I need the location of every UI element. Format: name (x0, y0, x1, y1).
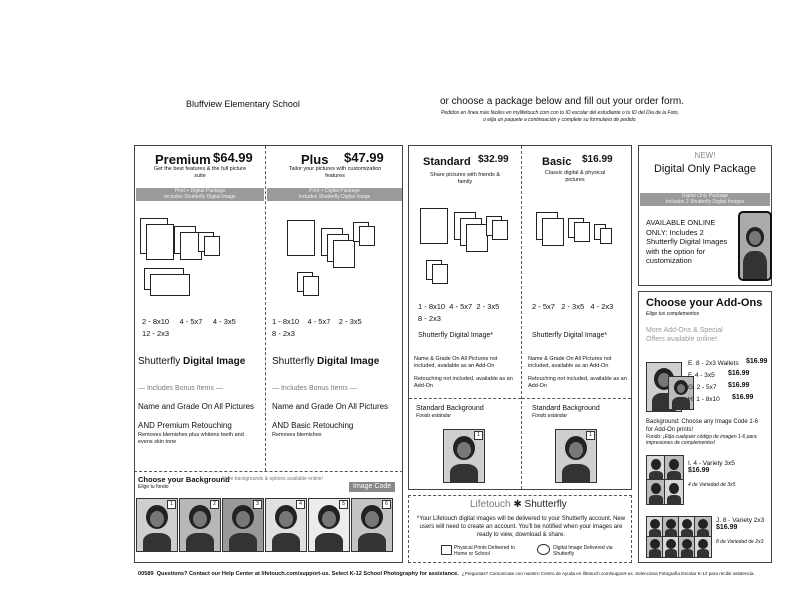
standard-bg-title-es: Fondo estándar (416, 413, 452, 419)
basic-bg-title-es: Fondo estándar (532, 413, 568, 419)
home-icon (441, 545, 452, 555)
new-badge: NEW! (694, 151, 716, 160)
digital-only-title: Digital Only Package (653, 163, 757, 175)
addon-list (688, 360, 768, 408)
premium-name: Premium (155, 152, 211, 167)
plus-price: $47.99 (344, 150, 384, 165)
plus-desc: Tailor your pictures with customization features (288, 166, 382, 179)
variety-2x3-label[interactable]: J. 8 - Variety 2x3 $16.99 (716, 517, 765, 531)
basic-note2: Retouching not included, available as an Add-On (528, 376, 627, 389)
variety-3x5-es: 4 de Variedad de 3x5 (688, 482, 736, 488)
premium-desc: Get the best features & the full picture suite (153, 166, 247, 179)
background-option-3[interactable]: 3 (222, 498, 264, 552)
lifetouch-text: *Your Lifetouch digital images will be delivered to your Shutterfly account. New users will need to create an account. You'll be notified when your images are ready to view, download & share. (416, 516, 626, 538)
background-more: More backgrounds & options available online! (222, 476, 323, 482)
plus-item1: Name and Grade On All Pictures (272, 402, 389, 411)
standard-digital: Shutterfly Digital Image* (418, 332, 494, 339)
headline-subtext: Pedidos en línea más fáciles en mylifetouch.com con tu ID escolar del estudiante o tu ID del Día de la Foto, o elija un paquete a continuación y complete su formulario de pedido. (441, 110, 679, 123)
standard-name: Standard (423, 156, 471, 168)
addon-item-f[interactable]: F. 4 - 3x5 $16.99 (688, 370, 750, 379)
cloud-icon (537, 544, 550, 555)
plus-bonus-label: — Includes Bonus Items — (272, 385, 357, 392)
background-option-4[interactable]: 4 (265, 498, 307, 552)
background-option-2[interactable]: 2 (179, 498, 221, 552)
addons-title: Choose your Add-Ons (646, 297, 763, 309)
standard-bg-title: Standard Background (416, 405, 484, 412)
addons-more: More Add-Ons & Special Offers available online! (646, 327, 723, 343)
premium-item1: Name and Grade On All Pictures (138, 402, 255, 411)
school-name: Bluffview Elementary School (186, 99, 300, 109)
addon-item-e[interactable]: E. 8 - 2x3 Wallets $16.99 (688, 358, 768, 367)
standard-bg-photo: 1 (443, 429, 485, 483)
headline: or choose a package below and fill out your order form. (440, 96, 685, 107)
premium-item2: AND Premium Retouching (138, 421, 232, 430)
addons-bg-note-es: Fondo: ¡Elija cualquier código de imagen 1-6 para impresiones de complementos! (646, 434, 757, 446)
basic-price: $16.99 (582, 154, 613, 165)
basic-name: Basic (542, 156, 572, 168)
basic-bg-photo: 1 (555, 429, 597, 483)
lifetouch-brand: Lifetouch ✱ Shutterfly (470, 499, 567, 510)
lifetouch-icon1-label: Physical Prints Delivered to Home or School (454, 545, 515, 557)
background-option-5[interactable]: 5 (308, 498, 350, 552)
variety-3x5-label[interactable]: I. 4 - Variety 3x5 $16.99 (688, 460, 735, 474)
premium-price: $64.99 (213, 150, 253, 165)
basic-digital: Shutterfly Digital Image* (532, 332, 608, 339)
plus-band: Print + Digital Package Includes Shutterfly Digital Image (267, 188, 402, 201)
digital-only-band: Digital Only Package Includes 2 Shutterfly Digital Images (640, 193, 770, 206)
background-option-1[interactable]: 1 (136, 498, 178, 552)
addons-subtitle: Elige tus complementos (646, 311, 700, 317)
addons-bg-note: Background: Choose any Image Code 1-6 for Add-On prints! (646, 419, 759, 433)
standard-note2: Retouching not included, available as an Add-On (414, 376, 513, 389)
addon-item-g[interactable]: G. 2 - 5x7 $16.99 (688, 382, 750, 391)
standard-note1: Name & Grade On All Pictures not included, available as an Add-On (414, 356, 498, 369)
digital-only-text: AVAILABLE ONLINE ONLY: Includes 2 Shutterfly Digital Images with the option for customization (646, 218, 728, 265)
premium-shutterfly-digital: Shutterfly Digital Image (138, 356, 246, 367)
plus-name: Plus (301, 152, 329, 167)
standard-desc: Share pictures with friends & family (429, 172, 500, 185)
plus-item2-note: Removes blemishes (272, 432, 322, 438)
background-option-6[interactable]: 6 (351, 498, 393, 552)
background-title: Choose your Background (138, 475, 230, 484)
plus-item2: AND Basic Retouching (272, 421, 354, 430)
variety-2x3-es: 8 de Variedad de 2x3 (716, 539, 764, 545)
basic-note1: Name & Grade On All Pictures not included, available as an Add-On (528, 356, 612, 369)
premium-sizes: 2 - 8x10 4 - 5x7 4 - 3x5 12 - 2x3 (142, 317, 236, 338)
phone-illustration (738, 211, 772, 281)
standard-price: $32.99 (478, 154, 509, 165)
basic-bg-title: Standard Background (532, 405, 600, 412)
premium-item2-note: Removes blemishes plus whitens teeth and evens skin tone (138, 432, 244, 445)
premium-band: Print + Digital Package Includes Shutterfly Digital Image (136, 188, 264, 201)
basic-sizes: 2 - 5x7 2 - 3x5 4 - 2x3 (532, 302, 614, 311)
lifetouch-icon2-label: Digital Image Delivered via Shutterfly (553, 545, 613, 557)
standard-sizes: 1 - 8x10 4 - 5x7 2 - 3x5 8 - 2x3 (418, 302, 500, 323)
basic-desc: Classic digital & physical pictures (544, 170, 606, 183)
addon-item-h[interactable]: H. 1 - 8x10 $16.99 (688, 394, 754, 403)
plus-shutterfly-digital: Shutterfly Digital Image (272, 356, 380, 367)
plus-sizes: 1 - 8x10 4 - 5x7 2 - 3x5 8 - 2x3 (272, 317, 362, 338)
image-code-label: Image Code (349, 482, 395, 492)
footer: 00589 Questions? Contact our Help Center at lifetouch.com/support-us. Select K-12 School Photography for assistance. ¿Preguntas? Comunícate con nuestro Centro de Ayuda en lifetouch.com/support-us. Selecciona Fotografía Escolar K-12 para recibir asistencia. (138, 571, 755, 577)
premium-bonus-label: — Includes Bonus Items — (138, 385, 223, 392)
background-title-es: Elige tu fondo (138, 484, 169, 490)
